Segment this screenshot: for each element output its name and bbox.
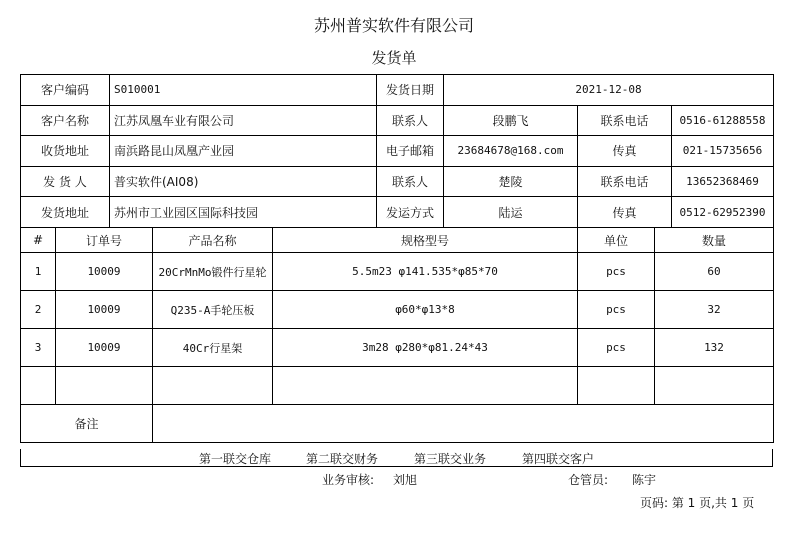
item-unit: pcs bbox=[578, 291, 655, 329]
shipper-contact-value: 楚陵 bbox=[444, 166, 578, 197]
ship-method-label: 发运方式 bbox=[377, 197, 444, 228]
copy-distribution-bar bbox=[20, 449, 773, 467]
warehouse-keeper-label: 仓管员: bbox=[568, 473, 609, 487]
customer-name-value: 江苏凤凰车业有限公司 bbox=[110, 105, 377, 136]
item-product: 20CrMnMo锻件行星轮 bbox=[153, 253, 273, 291]
ship-date-value: 2021-12-08 bbox=[444, 75, 774, 106]
item-spec: φ60*φ13*8 bbox=[273, 291, 578, 329]
item-spec: 5.5m23 φ141.535*φ85*70 bbox=[273, 253, 578, 291]
table-row bbox=[21, 291, 774, 329]
shipper-phone-value: 13652368469 bbox=[672, 166, 774, 197]
warehouse-keeper-value: 陈宇 bbox=[632, 473, 657, 487]
empty-row bbox=[21, 367, 774, 405]
table-row bbox=[21, 329, 774, 367]
copy-label: 第三联交业务 bbox=[414, 452, 487, 466]
remarks-label: 备注 bbox=[21, 405, 153, 443]
col-header-order-no: 订单号 bbox=[56, 228, 153, 253]
copy-label: 第四联交客户 bbox=[522, 452, 595, 466]
phone-label: 联系电话 bbox=[578, 105, 672, 136]
receiving-address-value: 南浜路昆山凤凰产业园 bbox=[110, 136, 377, 167]
shipper-label: 发 货 人 bbox=[21, 166, 110, 197]
item-no: 2 bbox=[21, 291, 56, 329]
customer-name-label: 客户名称 bbox=[21, 105, 110, 136]
item-order-no: 10009 bbox=[56, 329, 153, 367]
remarks-row bbox=[21, 405, 774, 443]
col-header-no: # bbox=[21, 228, 56, 253]
customer-code-row bbox=[21, 75, 774, 106]
remarks-value bbox=[153, 405, 774, 443]
col-header-spec: 规格型号 bbox=[273, 228, 578, 253]
auditor-label: 业务审核: bbox=[322, 473, 375, 487]
shipping-address-row bbox=[21, 197, 774, 228]
items-header-row bbox=[21, 228, 774, 253]
customer-code-label: 客户编码 bbox=[21, 75, 110, 106]
fax-value: 021-15735656 bbox=[672, 136, 774, 167]
shipper-fax-value: 0512-62952390 bbox=[672, 197, 774, 228]
item-spec: 3m28 φ280*φ81.24*43 bbox=[273, 329, 578, 367]
customer-code-value: S010001 bbox=[110, 75, 377, 106]
email-value: 23684678@168.com bbox=[444, 136, 578, 167]
shipper-contact-label: 联系人 bbox=[377, 166, 444, 197]
item-order-no: 10009 bbox=[56, 253, 153, 291]
item-qty: 132 bbox=[655, 329, 774, 367]
phone-value: 0516-61288558 bbox=[672, 105, 774, 136]
items-table bbox=[20, 227, 774, 443]
copy-label: 第一联交仓库 bbox=[199, 452, 272, 466]
auditor-value: 刘旭 bbox=[393, 473, 418, 487]
shipping-address-label: 发货地址 bbox=[21, 197, 110, 228]
col-header-product: 产品名称 bbox=[153, 228, 273, 253]
ship-date-label: 发货日期 bbox=[377, 75, 444, 106]
contact-value: 段鹏飞 bbox=[444, 105, 578, 136]
col-header-qty: 数量 bbox=[655, 228, 774, 253]
item-no: 3 bbox=[21, 329, 56, 367]
item-unit: pcs bbox=[578, 329, 655, 367]
item-product: Q235-A手轮压板 bbox=[153, 291, 273, 329]
item-qty: 60 bbox=[655, 253, 774, 291]
header-info-table bbox=[20, 74, 774, 228]
table-row bbox=[21, 253, 774, 291]
shipper-value: 普实软件(AI08) bbox=[110, 166, 377, 197]
shipper-fax-label: 传真 bbox=[578, 197, 672, 228]
ship-method-value: 陆运 bbox=[444, 197, 578, 228]
col-header-unit: 单位 bbox=[578, 228, 655, 253]
document-title: 发货单 bbox=[371, 49, 417, 67]
shipping-address-value: 苏州市工业园区国际科技园 bbox=[110, 197, 377, 228]
page-number: 页码: 第 1 页,共 1 页 bbox=[640, 496, 755, 510]
shipper-row bbox=[21, 166, 774, 197]
item-qty: 32 bbox=[655, 291, 774, 329]
receiving-address-label: 收货地址 bbox=[21, 136, 110, 167]
email-label: 电子邮箱 bbox=[377, 136, 444, 167]
item-product: 40Cr行星架 bbox=[153, 329, 273, 367]
customer-name-row bbox=[21, 105, 774, 136]
shipper-phone-label: 联系电话 bbox=[578, 166, 672, 197]
contact-label: 联系人 bbox=[377, 105, 444, 136]
item-unit: pcs bbox=[578, 253, 655, 291]
fax-label: 传真 bbox=[578, 136, 672, 167]
company-title: 苏州普实软件有限公司 bbox=[313, 16, 474, 35]
item-no: 1 bbox=[21, 253, 56, 291]
item-order-no: 10009 bbox=[56, 291, 153, 329]
receiving-address-row bbox=[21, 136, 774, 167]
copy-label: 第二联交财务 bbox=[306, 452, 379, 466]
